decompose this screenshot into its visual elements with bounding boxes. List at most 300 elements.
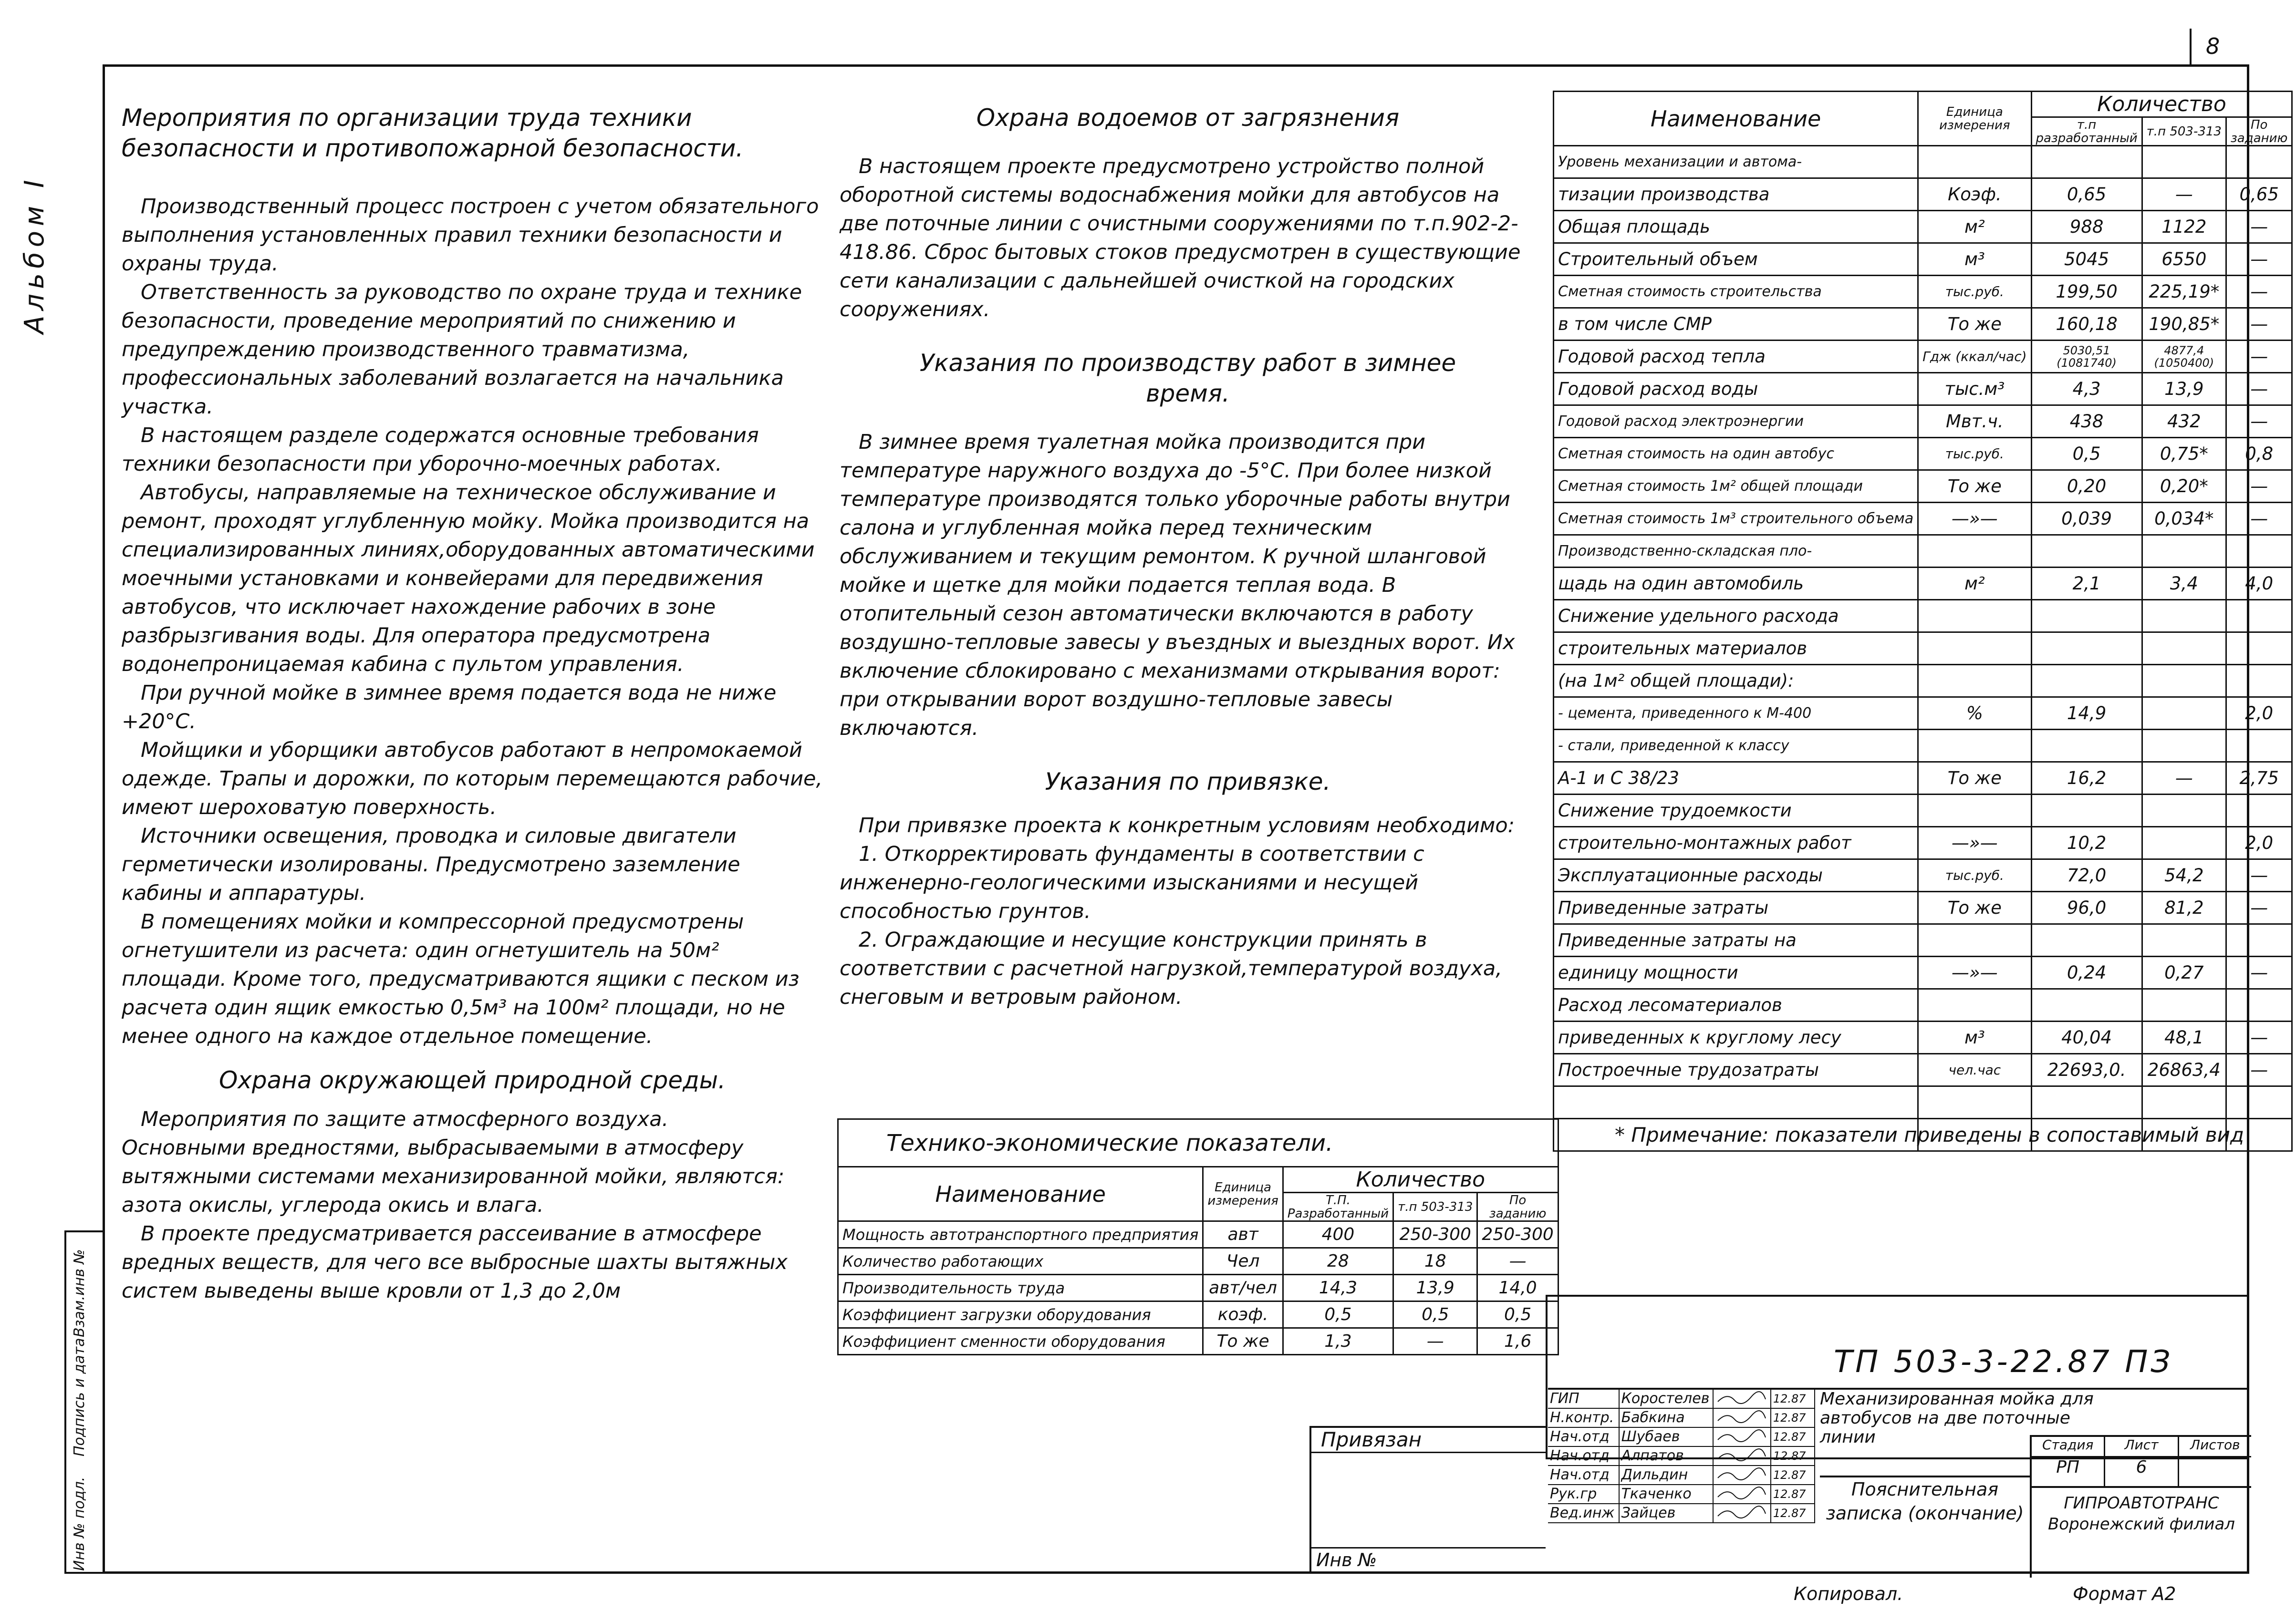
stamp-role: Вед.инж [1548,1504,1620,1522]
paragraph: Автобусы, направляемые на техническое обслуживание и ремонт, проходят углубленную мойку. Мойка производится на специализированных линиях,оборудованных автоматическими моечными установками и конвейерами для передвижения автобусов, что исключает нахождение рабочих в зоне разбрызгивания воды. Для оператора предусмотрена водонепроницаемая кабина с пультом управления. [122,481,815,676]
indicator-row [1554,924,2292,957]
indicator-cell: 2,0 [2226,697,2292,730]
indicator-cell: 26863,4 [2142,1054,2226,1086]
indicator-cell [2226,730,2292,762]
indicator-row [1554,730,2292,762]
stamp-person-row [1548,1428,1815,1447]
heading-environment: Охрана окружающей природной среды. [218,1066,726,1094]
sheets-value [2179,1457,2251,1486]
indicator-row [1554,438,2292,470]
indicator-cell: — [2226,373,2292,405]
paragraph: При ручной мойке в зимнее время подается вода не ниже +20°С. [122,681,777,733]
tep-cell-name: Мощность автотранспортного предприятия [838,1221,1203,1248]
tep-cell: авт/чел [1203,1275,1283,1301]
stamp-role: Н.контр. [1548,1409,1620,1427]
indicator-cell: — [2142,178,2226,211]
indicator-row [1554,211,2292,243]
indicator-cell: То же [1918,470,2031,503]
tep-cell: 28 [1283,1248,1393,1275]
indicator-cell [2226,989,2292,1022]
paragraph: В зимнее время туалетная мойка производится при температуре наружного воздуха до -5°С. При более низкой температуре производятся только уборочные работы внутри салона и углубленная мойка перед техническим обслуживанием и текущим ремонтом. К ручной шланговой мойке и щетке для мойки подается теплая вода. В отопительный сезон автоматически включаются в работу воздушно-тепловые завесы у въездных и выездных ворот. Их включение сблокировано с механизмами открывания ворот: при открывании ворот воздушно-тепловые завесы включаются. [840,430,1515,740]
stamp-person-row [1548,1447,1815,1466]
indicator-name: Сметная стоимость 1м³ строительного объема [1554,503,1918,535]
strip-sign-date: Подпись и дата [71,1338,88,1456]
indicator-cell: тыс.руб. [1918,438,2031,470]
indicator-cell: 40,04 [2031,1022,2142,1054]
tep-cell: 0,5 [1283,1301,1393,1328]
indicator-row [1554,632,2292,665]
indicator-cell: м³ [1918,243,2031,276]
tep-cell: Чел [1203,1248,1283,1275]
doc-code: ТП 503-3-22.87 ПЗ [1834,1344,2173,1380]
stamp-role: Рук.гр [1548,1485,1620,1503]
tep-row [838,1275,1558,1301]
indicator-cell: 13,9 [2142,373,2226,405]
sheet-number: 8 [2206,33,2220,59]
indicator-cell [2142,1086,2226,1119]
indicator-cell: — [2226,470,2292,503]
stamp-date: 12.87 [1771,1485,1815,1503]
indicator-row [1554,276,2292,308]
paragraph: При привязке проекта к конкретным условиям необходимо: [859,814,1515,837]
signature [1714,1390,1771,1408]
indicator-row [1554,957,2292,989]
tep-cell: 13,9 [1393,1275,1477,1301]
indicator-cell [2142,146,2226,178]
indicators-table [1553,91,2293,1152]
indicator-cell [2226,665,2292,697]
tep-cell: коэф. [1203,1301,1283,1328]
indicator-cell [2142,730,2226,762]
indicator-cell: Мвт.ч. [1918,405,2031,438]
indicator-cell [1918,1086,2031,1119]
main-h-task: По заданию [2226,117,2292,146]
indicator-cell: — [2226,957,2292,989]
paragraph: 2. Ограждающие и несущие конструкции принять в соответствии с расчетной нагрузкой,температурой воздуха, снеговым и ветровым районом. [840,928,1502,1009]
indicator-cell: 16,2 [2031,762,2142,795]
indicator-cell [2142,632,2226,665]
tep-cell: 1,3 [1283,1328,1393,1355]
indicator-cell [1918,730,2031,762]
indicator-cell: — [2226,1054,2292,1086]
indicator-cell: 96,0 [2031,892,2142,924]
indicator-cell: — [2226,341,2292,373]
indicator-cell: 2,75 [2226,762,2292,795]
indicator-cell: 72,0 [2031,859,2142,892]
indicator-cell [2031,1086,2142,1119]
indicator-cell [2142,535,2226,568]
tep-title: Технико-экономические показатели. [838,1119,1558,1167]
indicator-name: в том числе СМР [1554,308,1918,341]
stamp-doc: Пояснительная записка (окончание) [1820,1476,2030,1578]
indicator-cell: 0,034* [2142,503,2226,535]
indicator-cell [2142,827,2226,859]
indicator-cell [1918,146,2031,178]
indicator-cell: —»— [1918,957,2031,989]
heading-water: Охрана водоемов от загрязнения [976,104,1400,132]
indicator-row [1554,600,2292,632]
indicator-name: приведенных к круглому лесу [1554,1022,1918,1054]
main-h-name: Наименование [1554,92,1918,146]
indicator-cell [2031,535,2142,568]
indicator-name: Снижение удельного расхода [1554,600,1918,632]
indicator-cell: 190,85* [2142,308,2226,341]
indicator-cell: 0,5 [2031,438,2142,470]
indicator-row [1554,178,2292,211]
indicator-row [1554,405,2292,438]
stage-value: РП [2032,1457,2105,1486]
indicator-cell: 0,20 [2031,470,2142,503]
indicator-cell [1918,632,2031,665]
tep-h-tp: Т.П. Разработанный [1283,1193,1393,1221]
stamp-persons [1548,1390,1815,1523]
tep-row [838,1328,1558,1355]
indicator-cell: 1122 [2142,211,2226,243]
tep-cell: — [1477,1248,1558,1275]
indicator-cell [2142,600,2226,632]
indicator-row [1554,697,2292,730]
indicator-name: Годовой расход воды [1554,373,1918,405]
tep-cell: — [1393,1328,1477,1355]
indicator-name: Расход лесоматериалов [1554,989,1918,1022]
indicator-row [1554,1086,2292,1119]
stamp-person-row [1548,1409,1815,1428]
sheet-number-box [2190,29,2249,66]
indicator-cell: тыс.м³ [1918,373,2031,405]
indicator-cell: — [2226,308,2292,341]
indicators-note: * Примечание: показатели приведены в сопоставимый вид [1615,1123,2244,1146]
indicator-row [1554,665,2292,697]
sheet-value: 6 [2105,1457,2179,1486]
stamp-date: 12.87 [1771,1409,1815,1427]
left-strip [64,1230,103,1574]
paragraph: В помещениях мойки и компрессорной предусмотрены огнетушители из расчета: один огнетушитель на 50м² площади. Кроме того, предусматриваются ящики с песком из расчета один ящик емкостью 0,5м³ на 100м² площади, но не менее одного на каждое отдельное помещение. [122,910,800,1048]
main-h-qty: Количество [2031,92,2292,117]
indicator-cell [2142,989,2226,1022]
indicator-row [1554,859,2292,892]
indicator-cell: 22693,0. [2031,1054,2142,1086]
indicator-cell: 4,3 [2031,373,2142,405]
indicator-cell [2031,730,2142,762]
signature [1714,1466,1771,1484]
indicator-cell: тыс.руб. [1918,859,2031,892]
tep-cell: 1,6 [1477,1328,1558,1355]
indicator-row [1554,243,2292,276]
indicator-cell: 5045 [2031,243,2142,276]
indicator-row [1554,341,2292,373]
indicator-name: Строительный объем [1554,243,1918,276]
column-safety [122,103,823,1305]
paragraph: Ответственность за руководство по охране труда и технике безопасности, проведение мероприятий по снижению и предупреждению производственного травматизма, профессиональных заболеваний возлагается на начальника участка. [122,280,802,419]
indicator-name: (на 1м² общей площади): [1554,665,1918,697]
tep-cell: 0,5 [1477,1301,1558,1328]
indicator-cell: Коэф. [1918,178,2031,211]
binding-block [1309,1426,1546,1574]
column-water [840,103,1536,1012]
indicator-cell: 4877,4 (1050400) [2142,341,2226,373]
indicator-name: Уровень механизации и автома- [1554,146,1918,178]
indicator-cell: 48,1 [2142,1022,2226,1054]
indicator-name: тизации производства [1554,178,1918,211]
indicator-row [1554,373,2292,405]
tep-row [838,1221,1558,1248]
indicator-cell: То же [1918,762,2031,795]
indicator-cell [1918,989,2031,1022]
indicator-name: Снижение трудоемкости [1554,795,1918,827]
indicator-row [1554,535,2292,568]
indicator-cell: 3,4 [2142,568,2226,600]
stamp-block [1548,1388,2249,1576]
indicator-cell: 438 [2031,405,2142,438]
stamp-role: Нач.отд [1548,1428,1620,1446]
indicator-name: Общая площадь [1554,211,1918,243]
sheet-header: Лист [2105,1437,2179,1456]
indicator-cell [2226,600,2292,632]
stamp-role: Нач.отд [1548,1466,1620,1484]
stamp-person-row [1548,1504,1815,1523]
subheading-air: Мероприятия по защите атмосферного воздуха. [141,1107,669,1131]
indicator-name: А-1 и С 38/23 [1554,762,1918,795]
indicator-cell [2031,795,2142,827]
binding-label: Привязан [1321,1428,1422,1451]
indicator-cell [1918,924,2031,957]
stamp-date: 12.87 [1771,1504,1815,1522]
indicator-cell: м² [1918,211,2031,243]
main-h-503: т.п 503-313 [2142,117,2226,146]
indicator-row [1554,1022,2292,1054]
stamp-title: Механизированная мойка для автобусов на две поточные линии [1820,1389,2094,1447]
indicator-cell: —»— [1918,827,2031,859]
indicator-name: Сметная стоимость на один автобус [1554,438,1918,470]
indicator-cell: м³ [1918,1022,2031,1054]
paragraph: Производственный процесс построен с учетом обязательного выполнения установленных правил техники безопасности и охраны труда. [122,195,819,276]
indicator-cell: 14,9 [2031,697,2142,730]
indicator-cell: 988 [2031,211,2142,243]
indicator-name [1554,1086,1918,1119]
tep-cell: 400 [1283,1221,1393,1248]
tep-table [837,1118,1559,1355]
indicator-row [1554,568,2292,600]
indicator-cell: 160,18 [2031,308,2142,341]
indicator-name: щадь на один автомобиль [1554,568,1918,600]
signature [1714,1409,1771,1427]
stamp-org: ГИПРОАВТОТРАНС Воронежский филиал [2047,1494,2235,1534]
indicator-cell: — [2226,276,2292,308]
tep-row [838,1248,1558,1275]
album-label: Альбом I [19,175,50,334]
indicator-cell [1918,600,2031,632]
stamp-name: Зайцев [1620,1504,1714,1522]
tep-cell: авт [1203,1221,1283,1248]
indicator-cell: 0,8 [2226,438,2292,470]
indicator-cell [2031,989,2142,1022]
indicator-row [1554,827,2292,859]
stamp-person-row [1548,1390,1815,1409]
indicator-cell [2142,697,2226,730]
stamp-date: 12.87 [1771,1390,1815,1408]
indicator-cell [2226,632,2292,665]
tep-cell: 250-300 [1393,1221,1477,1248]
paragraph: Мойщики и уборщики автобусов работают в непромокаемой одежде. Трапы и дорожки, по которым перемещаются рабочие, имеют шероховатую поверхность. [122,738,823,819]
tep-h-name: Наименование [838,1167,1203,1221]
indicator-row [1554,503,2292,535]
stamp-name: Бабкина [1620,1409,1714,1427]
indicator-name: Производственно-складская пло- [1554,535,1918,568]
tep-cell: 14,3 [1283,1275,1393,1301]
indicator-cell [2226,535,2292,568]
tep-cell-name: Количество работающих [838,1248,1203,1275]
tep-cell-name: Производительность труда [838,1275,1203,1301]
signature [1714,1504,1771,1522]
sheets-header: Листов [2190,1437,2240,1453]
indicator-name: Годовой расход тепла [1554,341,1918,373]
stamp-name: Дильдин [1620,1466,1714,1484]
indicator-cell [2031,632,2142,665]
tep-cell: То же [1203,1328,1283,1355]
paragraph: В настоящем проекте предусмотрено устройство полной оборотной системы водоснабжения мойки для автобусов на две поточные линии с очистными сооружениями по т.п.902-2-418.86. Сброс бытовых стоков предусмотрен в существующие сети канализации с дальнейшей очисткой на городских сооружениях. [840,155,1521,321]
indicator-cell: 10,2 [2031,827,2142,859]
stamp-role: Нач.отд [1548,1447,1620,1465]
indicator-name: Сметная стоимость 1м² общей площади [1554,470,1918,503]
indicator-row [1554,470,2292,503]
format-label: Формат А2 [2073,1583,2176,1604]
indicator-cell: Гдж (ккал/час) [1918,341,2031,373]
indicator-name: строительно-монтажных работ [1554,827,1918,859]
heading-binding: Указания по привязке. [1045,768,1331,795]
indicator-name: - цемента, приведенного к М-400 [1554,697,1918,730]
indicator-cell: 6550 [2142,243,2226,276]
tep-h-unit: Единица измерения [1203,1167,1283,1221]
indicator-cell [2031,146,2142,178]
paragraph: Основными вредностями, выбрасываемыми в атмосферу вытяжными системами механизированной мойки, являются: азота окислы, углерода окись и влага. [122,1136,785,1217]
indicator-cell: 0,65 [2031,178,2142,211]
indicator-cell: 2,0 [2226,827,2292,859]
indicator-row [1554,762,2292,795]
indicator-row [1554,892,2292,924]
indicator-cell: — [2226,211,2292,243]
indicator-cell: —»— [1918,503,2031,535]
indicator-cell: м² [1918,568,2031,600]
indicator-row [1554,308,2292,341]
stamp-name: Алпатов [1620,1447,1714,1465]
tep-cell-name: Коэффициент загрузки оборудования [838,1301,1203,1328]
indicator-row [1554,795,2292,827]
heading-safety: Мероприятия по организации труда техники безопасности и противопожарной безопасности. [122,104,744,162]
indicator-cell: 81,2 [2142,892,2226,924]
indicator-row [1554,989,2292,1022]
indicator-cell: — [2226,1022,2292,1054]
tep-h-503: т.п 503-313 [1393,1193,1477,1221]
indicator-cell [2226,924,2292,957]
indicator-cell: То же [1918,892,2031,924]
copied-label: Копировал. [1794,1583,1903,1604]
stamp-name: Коростелев [1620,1390,1714,1408]
paragraph: В проекте предусматривается рассеивание в атмосфере вредных веществ, для чего все выбросные шахты вытяжных систем выведены выше кровли от 1,3 до 2,0м [122,1222,788,1303]
indicator-cell [2142,924,2226,957]
main-h-tp: т.п разработанный [2031,117,2142,146]
indicator-cell: — [2226,405,2292,438]
signature [1714,1428,1771,1446]
stamp-date: 12.87 [1771,1428,1815,1446]
indicator-cell: — [2226,503,2292,535]
indicator-cell: 225,19* [2142,276,2226,308]
tep-cell: 14,0 [1477,1275,1558,1301]
indicator-name: Годовой расход электроэнергии [1554,405,1918,438]
stage-header: Стадия [2032,1437,2105,1456]
indicator-cell: 2,1 [2031,568,2142,600]
indicator-cell [2226,146,2292,178]
main-h-unit: Единица измерения [1918,92,2031,146]
indicator-cell [2226,795,2292,827]
indicator-cell: 432 [2142,405,2226,438]
paragraph: В настоящем разделе содержатся основные требования техники безопасности при уборочно-моечных работах. [122,423,759,476]
indicator-row [1554,146,2292,178]
indicator-cell: — [2226,243,2292,276]
stamp-person-row [1548,1466,1815,1485]
tep-h-task: По заданию [1477,1193,1558,1221]
indicator-cell: % [1918,697,2031,730]
paragraph: Источники освещения, проводка и силовые двигатели герметически изолированы. Предусмотрено заземление кабины и аппаратуры. [122,824,740,905]
tep-row [838,1301,1558,1328]
indicator-name: Приведенные затраты на [1554,924,1918,957]
signature [1714,1485,1771,1503]
indicator-name: Эксплуатационные расходы [1554,859,1918,892]
indicator-cell [2142,665,2226,697]
indicator-cell [2142,795,2226,827]
indicator-cell: 0,24 [2031,957,2142,989]
indicator-cell [2226,1086,2292,1119]
indicator-cell: 54,2 [2142,859,2226,892]
indicator-cell: чел.час [1918,1054,2031,1086]
indicator-cell: 0,039 [2031,503,2142,535]
strip-replace-inv: Взам.инв № [71,1249,88,1337]
indicator-name: Сметная стоимость строительства [1554,276,1918,308]
indicator-cell: 5030,51 (1081740) [2031,341,2142,373]
stamp-date: 12.87 [1771,1466,1815,1484]
heading-winter: Указания по производству работ в зимнее время. [919,349,1456,407]
strip-inv-no: Инв № подл. [71,1476,88,1571]
indicator-name: Построечные трудозатраты [1554,1054,1918,1086]
indicator-cell: 199,50 [2031,276,2142,308]
indicator-name: - стали, приведенной к классу [1554,730,1918,762]
stamp-person-row [1548,1485,1815,1504]
stamp-role: ГИП [1548,1390,1620,1408]
binding-inv: Инв № [1316,1549,1377,1570]
indicator-cell: 0,75* [2142,438,2226,470]
indicator-cell: 0,27 [2142,957,2226,989]
stamp-date: 12.87 [1771,1447,1815,1465]
indicator-name: Приведенные затраты [1554,892,1918,924]
indicator-cell: — [2226,859,2292,892]
indicator-cell [1918,665,2031,697]
indicator-row [1554,1054,2292,1086]
tep-h-qty: Количество [1283,1167,1558,1193]
indicator-name: единицу мощности [1554,957,1918,989]
tep-cell: 250-300 [1477,1221,1558,1248]
indicator-cell: — [2142,762,2226,795]
indicator-cell: 4,0 [2226,568,2292,600]
indicator-name: строительных материалов [1554,632,1918,665]
indicator-cell [2031,600,2142,632]
tep-cell-name: Коэффициент сменности оборудования [838,1328,1203,1355]
indicator-cell: тыс.руб. [1918,276,2031,308]
stamp-name: Шубаев [1620,1428,1714,1446]
indicator-cell [1918,795,2031,827]
tep-cell: 0,5 [1393,1301,1477,1328]
indicator-cell: — [2226,892,2292,924]
indicator-cell [2031,924,2142,957]
indicator-cell: То же [1918,308,2031,341]
